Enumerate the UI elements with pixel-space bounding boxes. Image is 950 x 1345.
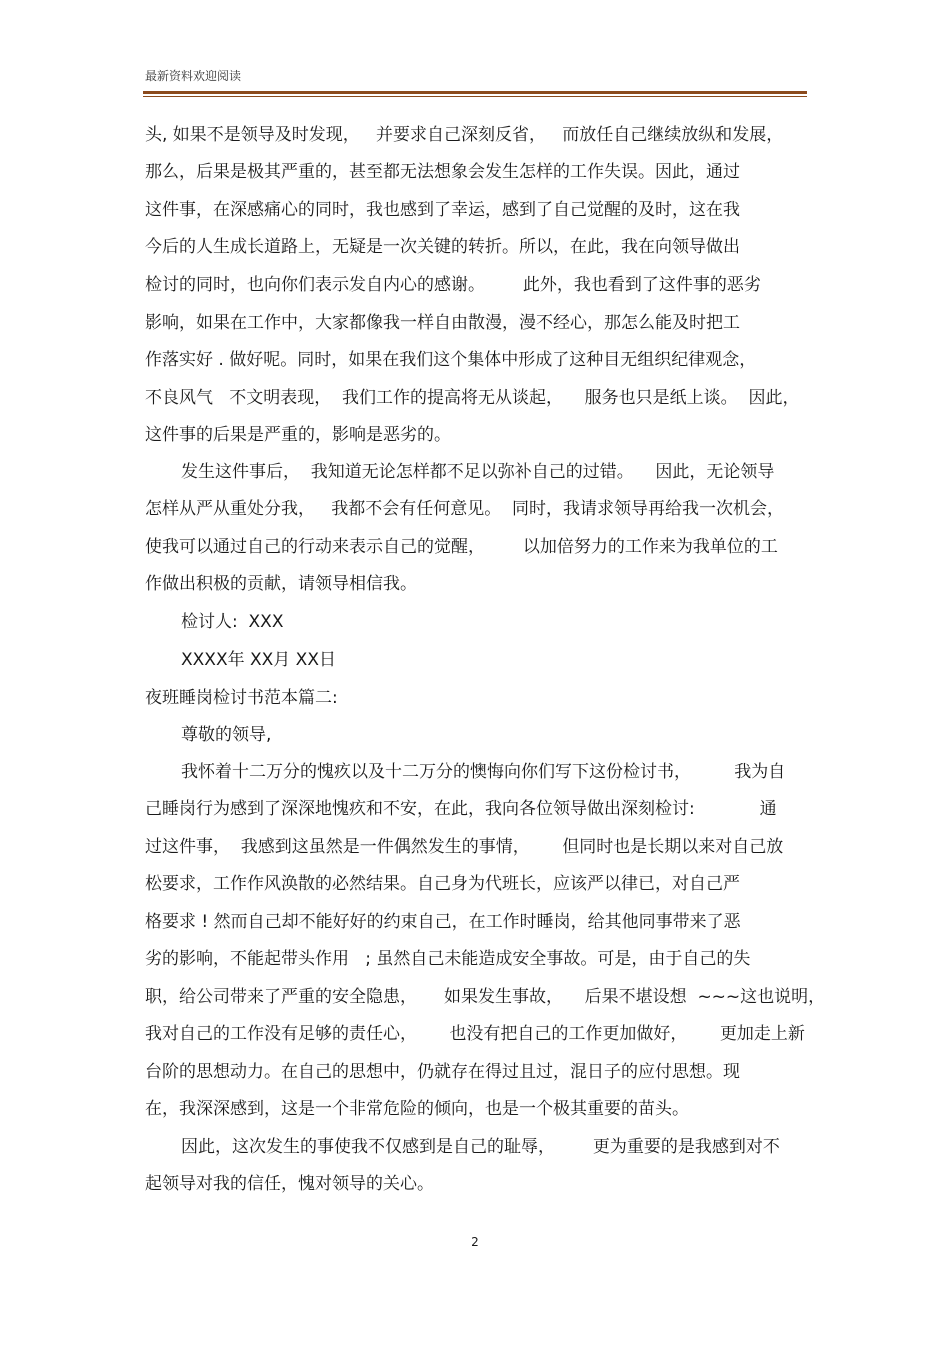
body-line: 台阶的思想动力。在自己的思想中，仍就存在得过且过，混日子的应付思想。现 — [145, 1062, 740, 1082]
body-line: 这件事，在深感痛心的同时，我也感到了幸运，感到了自己觉醒的及时，这在我 — [145, 200, 740, 220]
body-line: 怎样从严从重处分我， 我都不会有任何意见。 同时，我请求领导再给我一次机会， — [145, 499, 785, 519]
body-line: 发生这件事后， 我知道无论怎样都不足以弥补自己的过错。 因此，无论领导 — [181, 462, 775, 482]
body-line: 因此，这次发生的事使我不仅感到是自己的耻辱， 更为重要的是我感到对不 — [181, 1137, 780, 1157]
body-line: 影响，如果在工作中，大家都像我一样自由散漫，漫不经心，那怎么能及时把工 — [145, 313, 740, 333]
page-header-label: 最新资料欢迎阅读 — [145, 69, 242, 83]
body-line: 松要求，工作作风涣散的必然结果。自己身为代班长，应该严以律已，对自己严 — [145, 874, 740, 894]
body-line: 在，我深深感到，这是一个非常危险的倾向，也是一个极其重要的苗头。 — [145, 1099, 689, 1119]
date-line: XXXX年 XX月 XX日 — [181, 650, 336, 670]
body-line: 不良风气 不文明表现， 我们工作的提高将无从谈起， 服务也只是纸上谈。 因此， — [145, 388, 800, 408]
body-line: 作落实好 . 做好呢。同时，如果在我们这个集体中形成了这种目无组织纪律观念， — [145, 350, 757, 370]
body-line: 职，给公司带来了严重的安全隐患， 如果发生事故， 后果不堪设想 ~~~这也说明， — [145, 987, 826, 1007]
body-line: 那么，后果是极其严重的，甚至都无法想象会发生怎样的工作失误。因此，通过 — [145, 162, 740, 182]
body-line: 检讨的同时，也向你们表示发自内心的感谢。 此外，我也看到了这件事的恶劣 — [145, 275, 761, 295]
header-rule-thin — [143, 96, 807, 97]
body-line: 今后的人生成长道路上，无疑是一次关键的转折。所以，在此，我在向领导做出 — [145, 237, 740, 257]
body-line: 己睡岗行为感到了深深地愧疚和不安，在此，我向各位领导做出深刻检讨: 通 — [145, 799, 777, 819]
body-line: 这件事的后果是严重的，影响是恶劣的。 — [145, 425, 451, 445]
section-title: 夜班睡岗检讨书范本篇二: — [145, 688, 338, 708]
page-number: 2 — [471, 1235, 479, 1249]
body-line: 使我可以通过自己的行动来表示自己的觉醒， 以加倍努力的工作来为我单位的工 — [145, 537, 778, 557]
salutation: 尊敬的领导, — [181, 725, 272, 745]
body-line: 过这件事， 我感到这虽然是一件偶然发生的事情， 但同时也是长期以来对自己放 — [145, 837, 784, 857]
body-line: 我对自己的工作没有足够的责任心， 也没有把自己的工作更加做好， 更加走上新 — [145, 1024, 805, 1044]
header-rule-thick — [143, 91, 807, 94]
body-line: 劣的影响，不能起带头作用 ; 虽然自己未能造成安全事故。可是，由于自己的失 — [145, 949, 751, 969]
signature-line: 检讨人: XXX — [181, 612, 284, 632]
body-line: 我怀着十二万分的愧疚以及十二万分的懊悔向你们写下这份检讨书， 我为自 — [181, 762, 786, 782]
body-line: 作做出积极的贡献，请领导相信我。 — [145, 574, 417, 594]
body-line: 格要求 ! 然而自己却不能好好的约束自己，在工作时睡岗，给其他同事带来了恶 — [145, 912, 741, 932]
body-line: 起领导对我的信任，愧对领导的关心。 — [145, 1174, 434, 1194]
body-line: 头, 如果不是领导及时发现， 并要求自己深刻反省， 而放任自己继续放纵和发展， — [145, 125, 784, 145]
